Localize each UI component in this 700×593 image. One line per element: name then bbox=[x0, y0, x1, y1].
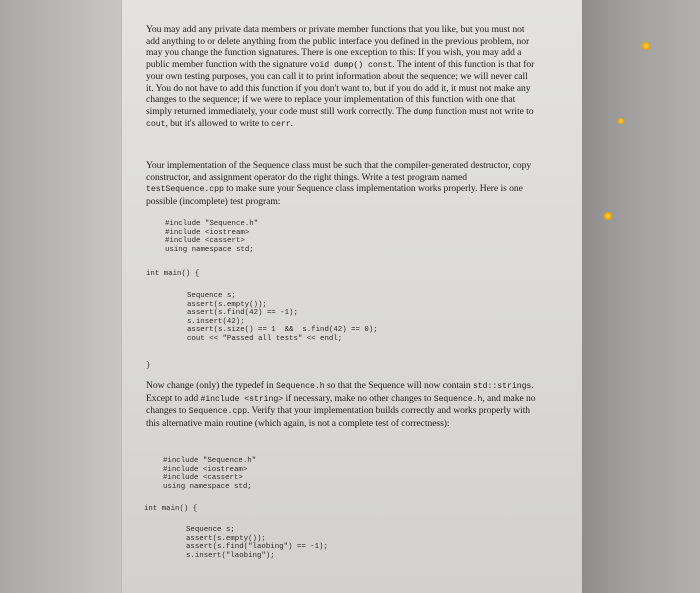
code-block-string-body bbox=[186, 526, 328, 560]
text: . Verify that your implementation builds correctly and works properly with this alternative main routine (which again, is not a complete test of correctness): bbox=[146, 405, 531, 429]
code-line: assert(s.find("laobing") == -1); bbox=[186, 543, 328, 552]
paragraph-private-members bbox=[146, 24, 536, 131]
code-line: cout << "Passed all tests" << endl; bbox=[187, 334, 343, 343]
code-line: Sequence s; bbox=[187, 292, 236, 300]
text: , but it's allowed to write to bbox=[165, 118, 272, 129]
code-line: using namespace std; bbox=[165, 245, 254, 254]
left-background bbox=[0, 0, 122, 593]
code-line: assert(s.size() == 1 && s.find(42) == 0); bbox=[187, 326, 378, 335]
text: . The intent of this function is that for your own testing purposes, you can call it to print information about the sequence; we will never call it. You do not have to add this function if you don't want to, but if you do add it, it must not make any changes to the sequence; if we were to replace your implementation of this function with one that simply returned immediately, your code must still work correctly. The bbox=[146, 58, 535, 117]
light-glare-dot bbox=[618, 118, 624, 124]
text: if necessary, make no other changes to bbox=[283, 392, 434, 404]
code-line: assert(s.empty()); bbox=[186, 534, 266, 543]
code-line: #include <cassert> bbox=[165, 237, 245, 246]
text: You may add any private data members or private member functions that you like, but you must not add anything to or delete anything from the public interface you defined in the previous problem, nor may you change the function signatures. There is one exception to this: If you wish, you may add a public member function with the signature bbox=[146, 24, 530, 70]
paragraph-implementation bbox=[146, 160, 536, 207]
code-line: #include "Sequence.h" bbox=[165, 220, 259, 228]
inline-code: Sequence.h bbox=[433, 394, 483, 404]
code-line: #include <iostream> bbox=[165, 228, 250, 237]
right-background bbox=[582, 0, 700, 593]
code-line: #include <cassert> bbox=[163, 474, 243, 483]
code-line: assert(s.empty()); bbox=[187, 300, 267, 309]
code-close-brace bbox=[146, 362, 150, 371]
code-line: Sequence s; bbox=[186, 526, 235, 534]
light-glare-dot bbox=[642, 42, 650, 50]
code-line: #include "Sequence.h" bbox=[163, 457, 257, 465]
code-main-line bbox=[146, 270, 199, 279]
code-block-string-test bbox=[163, 457, 256, 491]
code-line: s.insert("laobing"); bbox=[186, 551, 275, 560]
text: , and make no changes to bbox=[146, 392, 536, 416]
text: function must not write to bbox=[432, 105, 534, 117]
text: Your implementation of the Sequence class must be such that the compiler-generated destructor, copy constructor, and assignment operator do the right things. Write a test program named bbox=[146, 160, 532, 183]
code-line: using namespace std; bbox=[163, 482, 252, 491]
paragraph-typedef-change bbox=[146, 380, 536, 429]
code-line: } bbox=[146, 362, 151, 370]
inline-code: #include <string> bbox=[200, 394, 284, 404]
inline-code: std::strings bbox=[472, 382, 532, 391]
code-line: int main() { bbox=[144, 505, 198, 513]
inline-code: dump bbox=[413, 107, 433, 117]
inline-code: cout bbox=[146, 120, 166, 129]
text: . bbox=[290, 118, 293, 129]
inline-code: void dump() const bbox=[309, 60, 393, 70]
code-line: #include <iostream> bbox=[163, 465, 248, 474]
text: Now change (only) the typedef in bbox=[146, 380, 276, 391]
code-block-int-test bbox=[165, 220, 258, 254]
text: . Except to add bbox=[146, 380, 534, 404]
code-line: assert(s.find(42) == -1); bbox=[187, 309, 298, 318]
inline-code: Sequence.h bbox=[275, 382, 325, 391]
code-main-line-2 bbox=[144, 505, 197, 514]
code-line: int main() { bbox=[146, 270, 200, 278]
code-block-int-body bbox=[187, 292, 378, 344]
inline-code: Sequence.cpp bbox=[188, 407, 247, 416]
code-line: s.insert(42); bbox=[187, 317, 245, 326]
text: to make sure your Sequence class implementation works properly. Here is one possible (incomplete) test program: bbox=[146, 183, 523, 207]
text: so that the Sequence will now contain bbox=[324, 380, 473, 391]
light-glare-dot bbox=[604, 212, 612, 220]
inline-code: testSequence.cpp bbox=[146, 185, 224, 194]
inline-code: cerr bbox=[271, 120, 291, 129]
